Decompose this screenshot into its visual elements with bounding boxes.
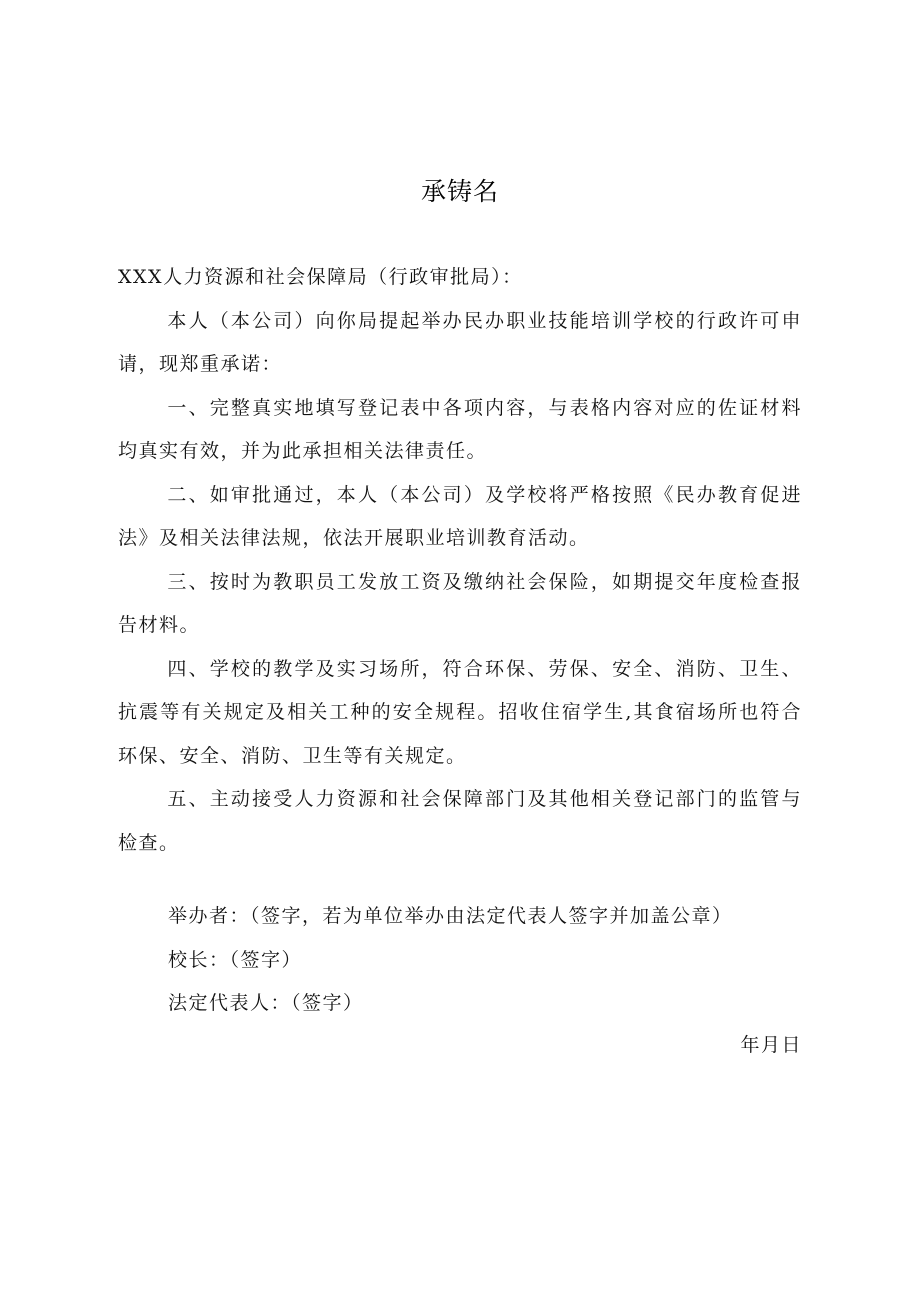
- organizer-signature-line: 举办者：（签字，若为单位举办由法定代表人签字并加盖公章）: [168, 905, 733, 927]
- document-body: [118, 256, 802, 865]
- paragraph-item-1: 一、完整真实地填写登记表中各项内容，与表格内容对应的佐证材料均真实有效，并为此承担相关法律责任。: [118, 396, 802, 462]
- paragraph-item-5: 五、主动接受人力资源和社会保障部门及其他相关登记部门的监管与检查。: [118, 788, 802, 854]
- paragraph-intro: 本人（本公司）向你局提起举办民办职业技能培训学校的行政许可申请，现郑重承诺：: [118, 309, 802, 375]
- signature-block: [168, 895, 828, 1026]
- paragraph-item-2: 二、如审批通过，本人（本公司）及学校将严格按照《民办教育促进法》及相关法律法规，依法开展职业培训教育活动。: [118, 483, 802, 549]
- paragraph-item-4: 四、学校的教学及实习场所，符合环保、劳保、安全、消防、卫生、抗震等有关规定及相关工种的安全规程。招收住宿学生,其食宿场所也符合环保、安全、消防、卫生等有关规定。: [118, 657, 802, 767]
- legal-rep-signature-line: 法定代表人：（签字）: [168, 992, 364, 1014]
- addressee-line: XXX人力资源和社会保障局（行政审批局）：: [118, 266, 523, 288]
- document-title: 承铸名: [420, 177, 499, 206]
- principal-signature-line: 校长：（签字）: [168, 948, 303, 971]
- paragraph-item-3: 三、按时为教职员工发放工资及缴纳社会保险，如期提交年度检查报告材料。: [118, 570, 802, 636]
- date-line: 年月日: [740, 1034, 802, 1056]
